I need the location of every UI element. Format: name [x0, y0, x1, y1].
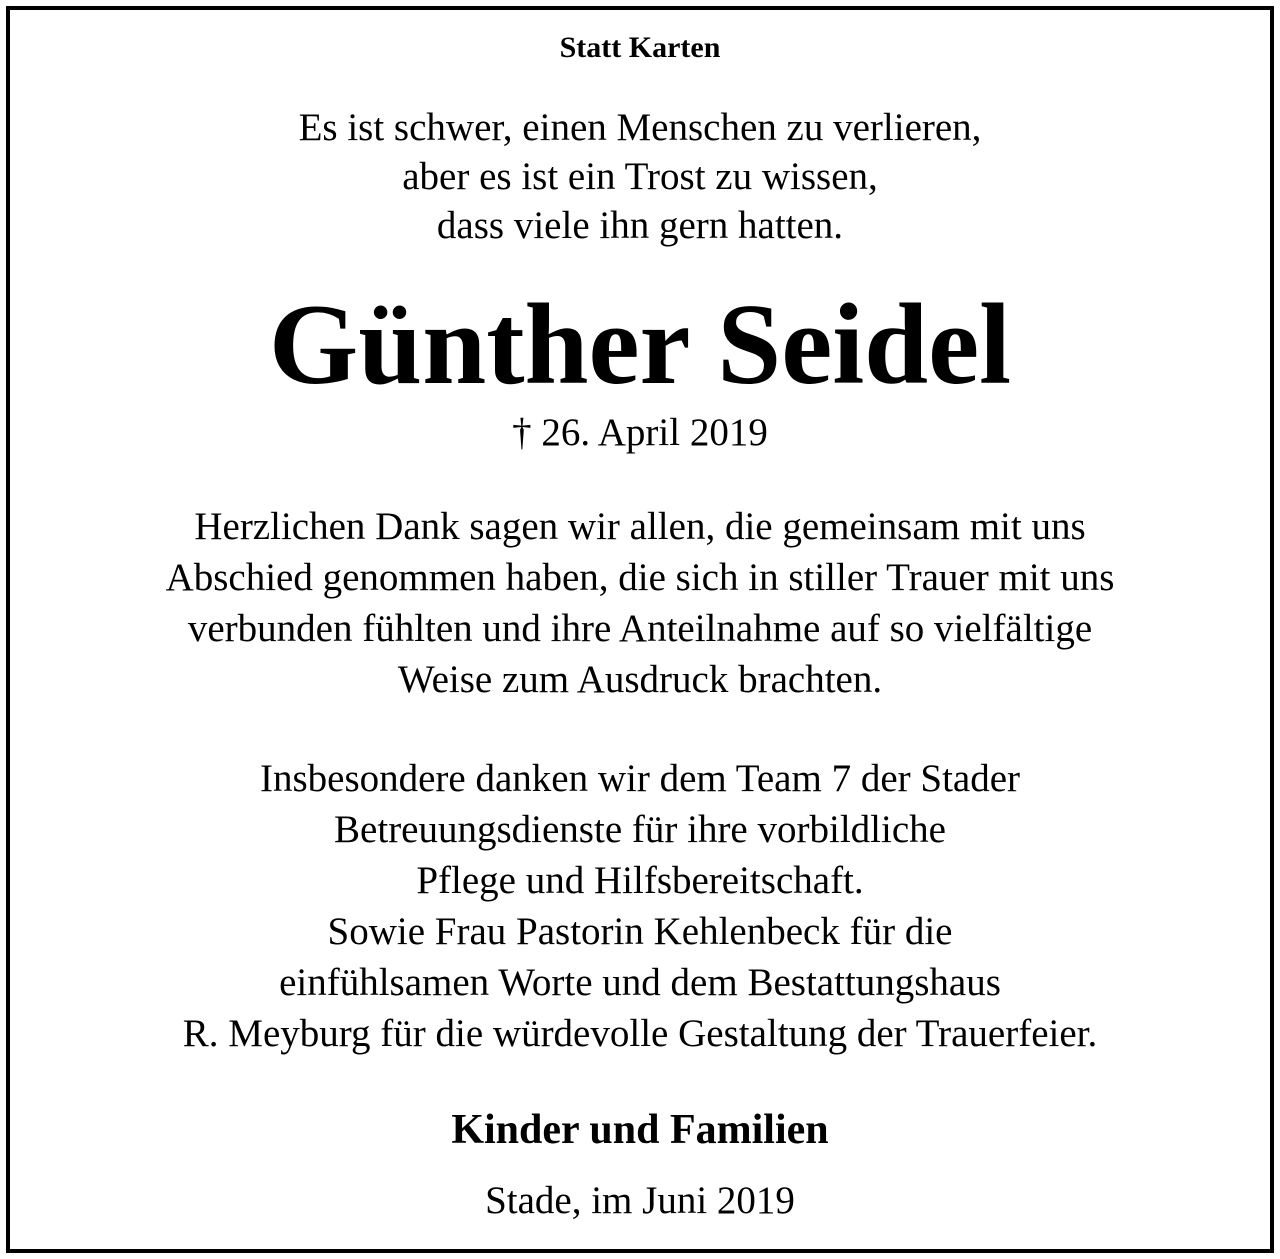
death-date: † 26. April 2019 [512, 411, 768, 454]
place-and-date: Stade, im Juni 2019 [485, 1179, 795, 1222]
notice-header: Statt Karten [559, 31, 721, 64]
special-thanks-paragraph [10, 753, 1270, 1059]
thanks-line: verbunden fühlten und ihre Anteilnahme auf so vielfältige [187, 607, 1093, 650]
thanks-line: Weise zum Ausdruck brachten. [397, 658, 883, 701]
signature: Kinder und Familien [451, 1107, 829, 1153]
deceased-name: Günther Seidel [268, 281, 1012, 408]
obituary-notice [6, 6, 1274, 1253]
thanks-line: Abschied genommen haben, die sich in stiller Trauer mit uns [165, 556, 1115, 599]
quote-line: dass viele ihn gern hatten. [436, 204, 844, 247]
special-thanks-line: einfühlsamen Worte und dem Bestattungshaus [279, 961, 1001, 1004]
special-thanks-line: Insbesondere danken wir dem Team 7 der Stader [259, 757, 1021, 800]
memorial-quote [10, 103, 1270, 250]
thanks-line: Herzlichen Dank sagen wir allen, die gemeinsam mit uns [194, 505, 1086, 548]
quote-line: Es ist schwer, einen Menschen zu verlieren, [298, 106, 982, 149]
special-thanks-line: Sowie Frau Pastorin Kehlenbeck für die [327, 910, 953, 953]
special-thanks-line: R. Meyburg für die würdevolle Gestaltung der Trauerfeier. [182, 1012, 1098, 1055]
quote-line: aber es ist ein Trost zu wissen, [402, 155, 878, 198]
special-thanks-line: Pflege und Hilfsbereitschaft. [416, 859, 864, 902]
special-thanks-line: Betreuungsdienste für ihre vorbildliche [334, 808, 946, 851]
thanks-paragraph [10, 501, 1270, 705]
